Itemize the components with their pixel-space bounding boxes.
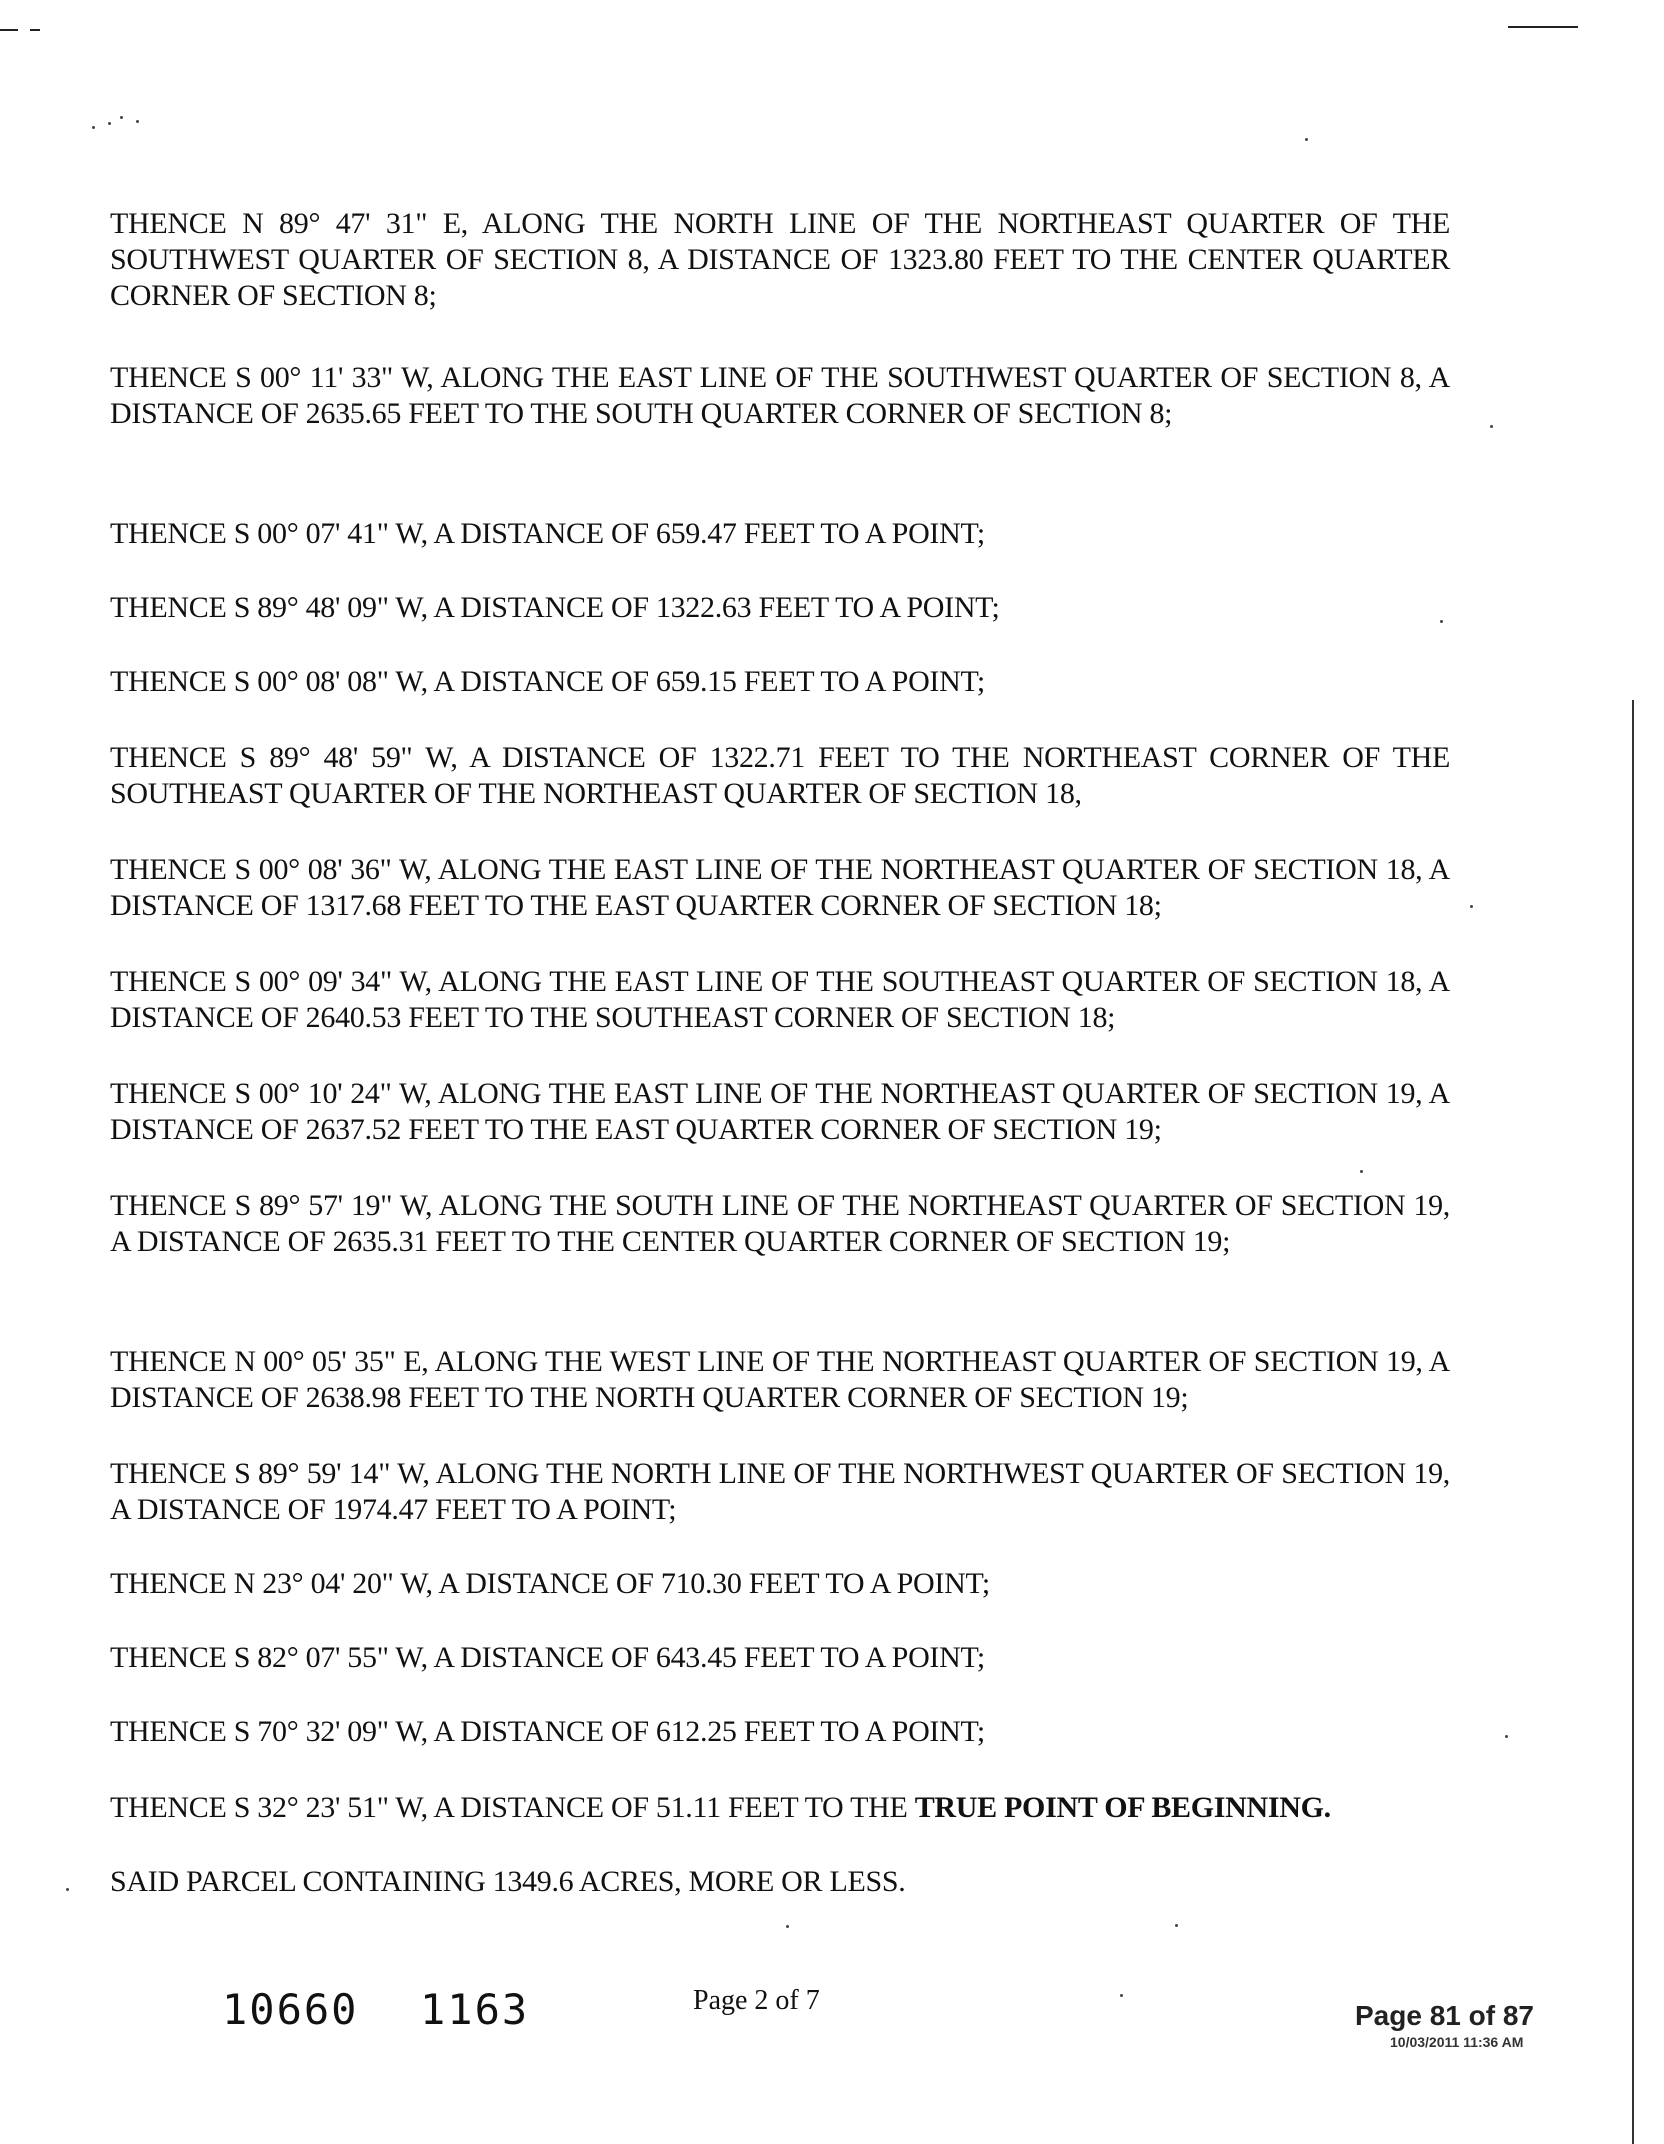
recorder-page-stamp: Page 81 of 87	[1355, 2000, 1534, 2031]
final-course-text: THENCE S 32° 23' 51" W, A DISTANCE OF 51.11 FEET TO THE	[110, 1791, 915, 1824]
scan-speck	[1305, 138, 1308, 141]
scan-edge-right	[1632, 700, 1634, 2144]
scan-speck	[120, 116, 123, 119]
scan-speck	[1490, 425, 1493, 428]
true-point-of-beginning: TRUE POINT OF BEGINNING.	[914, 1791, 1331, 1824]
book-page-number: 1163	[420, 1985, 530, 2034]
recorder-timestamp: 10/03/2011 11:36 AM	[1390, 2034, 1524, 2050]
scan-speck	[136, 120, 139, 123]
scan-mark-top-left-2	[30, 29, 40, 31]
legal-course-3: THENCE S 00° 07' 41" W, A DISTANCE OF 659.47 FEET TO A POINT;	[110, 517, 985, 550]
book-number: 10660	[222, 1985, 359, 2034]
legal-course-13: THENCE N 23° 04' 20" W, A DISTANCE OF 710.30 FEET TO A POINT;	[110, 1567, 990, 1600]
legal-course-11: THENCE N 00° 05' 35" E, ALONG THE WEST LINE OF THE NORTHEAST QUARTER OF SECTION 19, A DISTANCE OF 2638.98 FEET TO THE NORTH QUARTER CORNER OF SECTION 19;	[110, 1345, 1450, 1414]
scan-speck	[92, 126, 95, 129]
legal-course-final	[110, 1790, 1450, 1826]
page-of-indicator: Page 2 of 7	[693, 1985, 820, 2016]
legal-course-1: THENCE N 89° 47' 31" E, ALONG THE NORTH LINE OF THE NORTHEAST QUARTER OF THE SOUTHWEST QUARTER OF SECTION 8, A DISTANCE OF 1323.80 FEET TO THE CENTER QUARTER CORNER OF SECTION 8;	[110, 207, 1450, 312]
legal-course-6: THENCE S 89° 48' 59" W, A DISTANCE OF 1322.71 FEET TO THE NORTHEAST CORNER OF THE SOUTHEAST QUARTER OF THE NORTHEAST QUARTER OF SECTION 18,	[110, 741, 1450, 810]
legal-course-9: THENCE S 00° 10' 24" W, ALONG THE EAST LINE OF THE NORTHEAST QUARTER OF SECTION 19, A DISTANCE OF 2637.52 FEET TO THE EAST QUARTER CORNER OF SECTION 19;	[110, 1077, 1450, 1146]
scan-speck	[1470, 905, 1473, 908]
legal-course-12: THENCE S 89° 59' 14" W, ALONG THE NORTH LINE OF THE NORTHWEST QUARTER OF SECTION 19, A DISTANCE OF 1974.47 FEET TO A POINT;	[110, 1457, 1450, 1526]
scan-speck	[108, 122, 111, 125]
scan-mark-top-right	[1508, 26, 1578, 28]
scan-speck	[1505, 1735, 1508, 1738]
scan-speck	[1175, 1924, 1178, 1927]
parcel-acreage: SAID PARCEL CONTAINING 1349.6 ACRES, MORE OR LESS.	[110, 1865, 906, 1898]
scan-speck	[66, 1888, 69, 1891]
scan-speck	[1120, 1994, 1123, 1997]
legal-course-5: THENCE S 00° 08' 08" W, A DISTANCE OF 659.15 FEET TO A POINT;	[110, 665, 985, 698]
legal-course-4: THENCE S 89° 48' 09" W, A DISTANCE OF 1322.63 FEET TO A POINT;	[110, 591, 1000, 624]
legal-course-2: THENCE S 00° 11' 33" W, ALONG THE EAST LINE OF THE SOUTHWEST QUARTER OF SECTION 8, A DISTANCE OF 2635.65 FEET TO THE SOUTH QUARTER CORNER OF SECTION 8;	[110, 361, 1450, 430]
legal-course-14: THENCE S 82° 07' 55" W, A DISTANCE OF 643.45 FEET TO A POINT;	[110, 1641, 985, 1674]
legal-course-8: THENCE S 00° 09' 34" W, ALONG THE EAST LINE OF THE SOUTHEAST QUARTER OF SECTION 18, A DISTANCE OF 2640.53 FEET TO THE SOUTHEAST CORNER OF SECTION 18;	[110, 965, 1450, 1034]
scan-speck	[786, 1925, 789, 1928]
scan-speck	[1360, 1170, 1363, 1173]
legal-course-10: THENCE S 89° 57' 19" W, ALONG THE SOUTH LINE OF THE NORTHEAST QUARTER OF SECTION 19, A DISTANCE OF 2635.31 FEET TO THE CENTER QUARTER CORNER OF SECTION 19;	[110, 1189, 1450, 1258]
scan-mark-top-left	[0, 29, 18, 31]
legal-course-7: THENCE S 00° 08' 36" W, ALONG THE EAST LINE OF THE NORTHEAST QUARTER OF SECTION 18, A DISTANCE OF 1317.68 FEET TO THE EAST QUARTER CORNER OF SECTION 18;	[110, 853, 1450, 922]
legal-course-15: THENCE S 70° 32' 09" W, A DISTANCE OF 612.25 FEET TO A POINT;	[110, 1715, 985, 1748]
